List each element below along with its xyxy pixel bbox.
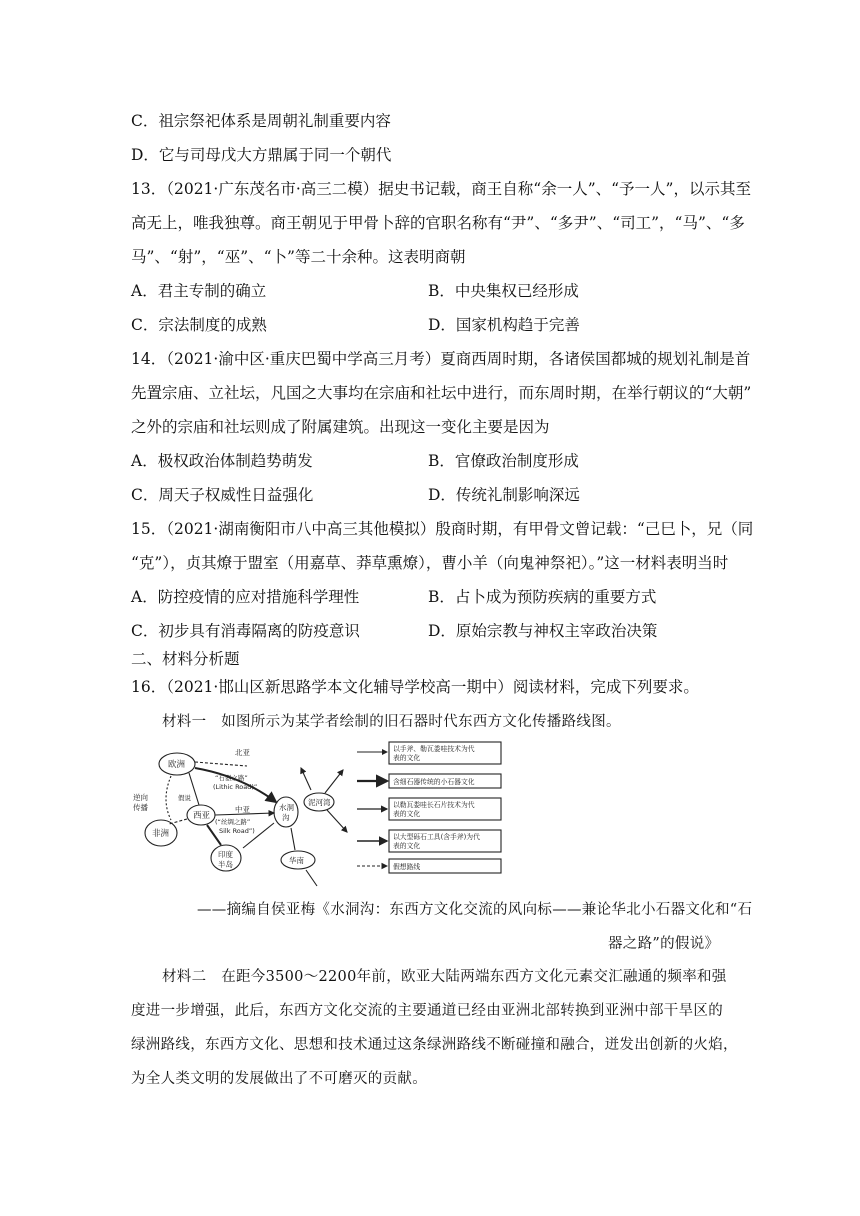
- label-west-asia: 西亚: [193, 811, 211, 821]
- transmission-route-map: [131, 740, 541, 888]
- q13-option-c: C．宗法制度的成熟: [131, 316, 267, 334]
- q14-option-a: A．极权政治体制趋势萌发: [131, 452, 313, 470]
- q13-option-a: A．君主专制的确立: [131, 282, 267, 300]
- label-north-asia: 北亚: [235, 748, 250, 757]
- label-reverse-1: 逆向: [133, 793, 148, 802]
- q15-stem-line1: 15．（2021·湖南衡阳市八中高三其他模拟）殷商时期，有甲骨文曾记载：“己巳卜，兄（同: [131, 520, 754, 538]
- label-central-asia: 中亚: [235, 805, 250, 814]
- label-europe: 欧洲: [168, 760, 186, 770]
- q12-option-c: C．祖宗祭祀体系是周朝礼制重要内容: [131, 112, 391, 130]
- q14-option-d: D．传统礼制影响深远: [428, 486, 580, 504]
- route-south-china: [291, 828, 295, 850]
- material2-line2: 度进一步增强，此后，东西方文化交流的主要通道已经由亚洲北部转换到亚洲中部干旱区的: [131, 1003, 723, 1019]
- label-south-china: 华南: [289, 856, 304, 865]
- label-hypothesis-vertical: 假说: [178, 794, 191, 802]
- q16-stem: 16．（2021·邯山区新思路学本文化辅导学校高一期中）阅读材料，完成下列要求。: [131, 678, 699, 696]
- route-north: [301, 768, 311, 790]
- route-europe-to-africa: [166, 776, 171, 820]
- q14-option-c: C．周天子权威性日益强化: [131, 486, 314, 504]
- route-map-svg: [131, 740, 541, 888]
- material2-line3: 绿洲路线，东西方文化、思想和技术通过这条绿洲路线不断碰撞和融合，迸发出创新的火焰，: [131, 1037, 738, 1053]
- q14-stem-line1: 14．（2021·渝中区·重庆巴蜀中学高三月考）夏商西周时期，各诸侯国都城的规划礼制是首: [131, 350, 751, 368]
- route-southeast: [327, 810, 347, 832]
- legend-1-line1: 以手斧、勒瓦娄哇技术为代: [393, 745, 475, 753]
- label-reverse-2: 传播: [133, 803, 148, 812]
- legend-3-line1: 以勒瓦娄哇长石片技术为代: [393, 801, 475, 809]
- legend-2-line1: 含细石器传统的小石器文化: [393, 778, 475, 786]
- q15-option-c: C．初步具有消毒隔离的防疫意识: [131, 622, 360, 640]
- legend-3-line2: 表的文化: [393, 810, 421, 818]
- q13-stem-line2: 高无上，唯我独尊。商王朝见于甲骨卜辞的官职名称有“尹”、“多尹”、“司工”，“马”、“多: [131, 214, 745, 232]
- material2-line1: 材料二 在距今3500～2200年前，欧亚大陆两端东西方文化元素交汇融通的频率和强: [162, 969, 727, 985]
- label-silk-road-2: Silk Road”): [219, 827, 255, 835]
- route-west-to-africa: [169, 819, 187, 824]
- source-citation-line2: 器之路”的假说》: [608, 936, 720, 952]
- q14-stem-line3: 之外的宗庙和社坛则成了附属建筑。出现这一变化主要是因为: [131, 418, 550, 436]
- q13-option-d: D．国家机构趋于完善: [428, 316, 580, 334]
- q14-option-b: B．官僚政治制度形成: [428, 452, 579, 470]
- label-india-2: 半岛: [218, 860, 233, 869]
- legend-5-line1: 假想路线: [393, 863, 421, 871]
- route-north-asia: [195, 762, 247, 766]
- route-northeast: [325, 770, 343, 793]
- legend-4-line1: 以大型砾石工具(含手斧)为代: [393, 833, 480, 841]
- label-shuidonggou-2: 沟: [282, 813, 290, 822]
- route-south: [306, 870, 317, 886]
- q15-option-d: D．原始宗教与神权主宰政治决策: [428, 622, 658, 640]
- q15-option-b: B．占卜成为预防疾病的重要方式: [428, 588, 657, 606]
- label-shuidonggou-1: 水洞: [279, 803, 294, 812]
- source-citation-line1: ——摘编自侯亚梅《水洞沟：东西方文化交流的风向标——兼论华北小石器文化和“石: [197, 902, 753, 918]
- label-silk-road-1: (“丝绸之路”: [215, 818, 251, 826]
- material2-line4: 为全人类文明的发展做出了不可磨灭的贡献。: [131, 1071, 427, 1087]
- legend-1-line2: 表的文化: [393, 754, 421, 762]
- label-nihewan: 泥河湾: [308, 798, 331, 807]
- label-africa: 非洲: [152, 829, 170, 839]
- q13-stem-line1: 13．（2021·广东茂名市·高三二模）据史书记载，商王自称“余一人”、“予一人”，以示其至: [131, 180, 751, 198]
- material1-intro: 材料一 如图所示为某学者绘制的旧石器时代东西方文化传播路线图。: [162, 714, 621, 730]
- q12-option-d: D．它与司母戊大方鼎属于同一个朝代: [131, 146, 392, 164]
- section2-title: 二、材料分析题: [131, 650, 240, 668]
- label-india-1: 印度: [218, 850, 233, 859]
- label-stone-road-1: “石器之路”: [215, 774, 248, 782]
- legend-4-line2: 表的文化: [393, 842, 421, 850]
- node-shuidonggou: [274, 797, 298, 827]
- q15-stem-line2: “克”），贞其燎于盟室（用嘉草、莽草熏燎），曹小羊（向鬼神祭祀）。”这一材料表明当时: [131, 554, 729, 572]
- label-stone-road-2: (Lithic Road)”: [213, 783, 258, 791]
- q14-stem-line2: 先置宗庙、立社坛，凡国之大事均在宗庙和社坛中进行，而东周时期，在举行朝议的“大朝”: [131, 384, 752, 402]
- q13-stem-line3: 马”、“射”，“巫”、“卜”等二十余种。这表明商朝: [131, 248, 466, 266]
- q13-option-b: B．中央集权已经形成: [428, 282, 579, 300]
- q15-option-a: A．防控疫情的应对措施科学理性: [131, 588, 360, 606]
